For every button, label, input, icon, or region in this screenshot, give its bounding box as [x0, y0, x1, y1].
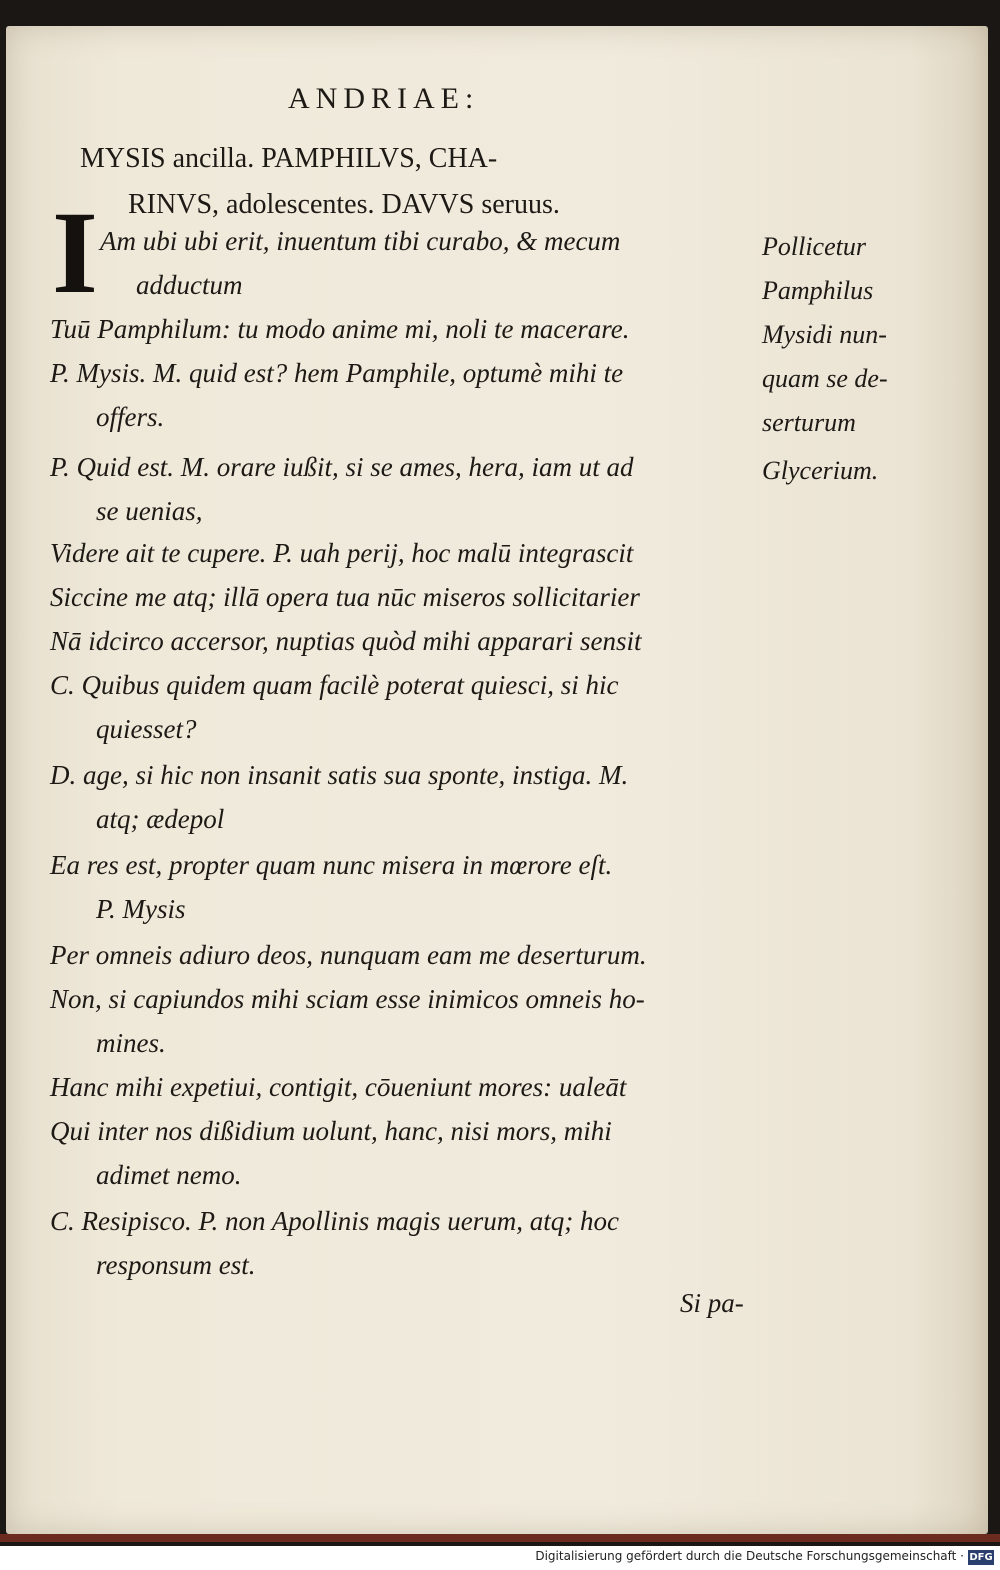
verse-line: Per omneis adiuro deos, nunquam eam me deserturum. — [50, 940, 647, 970]
verse-line: responsum est. — [96, 1250, 256, 1280]
verse-line: Qui inter nos dißidium uolunt, hanc, nisi mors, mihi — [50, 1116, 612, 1146]
verse-line: adductum — [136, 270, 243, 300]
running-head: ANDRIAE: — [288, 82, 480, 115]
footer-credit: Digitalisierung gefördert durch die Deutsche Forschungsgemeinschaft · — [535, 1549, 964, 1563]
dramatis-personae — [80, 136, 780, 228]
verse-line: Am ubi ubi erit, inuentum tibi curabo, & mecum — [100, 226, 621, 256]
persons-line-2: RINVS, adolescentes. DAVVS seruus. — [128, 189, 560, 220]
verse-line: Non, si capiundos mihi sciam esse inimicos omneis ho- — [50, 984, 645, 1014]
drop-cap: I — [52, 187, 98, 318]
verse-line: D. age, si hic non insanit satis sua sponte, instiga. M. — [50, 760, 629, 790]
margin-note: Mysidi nun- — [762, 320, 887, 349]
verse-line: Videre ait te cupere. P. uah perij, hoc malū integrascit — [50, 538, 634, 568]
page-edge — [0, 1534, 1000, 1542]
verse-line: Siccine me atq; illā opera tua nūc miseros sollicitarier — [50, 582, 640, 612]
footer-bar — [0, 1546, 1000, 1570]
verse-line: P. Mysis. M. quid est? hem Pamphile, optumè mihi te — [50, 358, 624, 388]
verse-line: atq; ædepol — [96, 804, 225, 834]
verse-line: Hanc mihi expetiui, contigit, cōueniunt mores: ualeāt — [50, 1072, 627, 1102]
verse-line: offers. — [96, 402, 165, 432]
persons-line-1: MYSIS ancilla. PAMPHILVS, CHA- — [80, 143, 498, 174]
verse-line: P. Quid est. M. orare iußit, si se ames, hera, iam ut ad — [50, 452, 634, 482]
margin-note: Pollicetur — [762, 232, 866, 261]
verse-line: P. Mysis — [96, 894, 186, 924]
verse-line: Nā idcirco accersor, nuptias quòd mihi apparari sensit — [50, 626, 642, 656]
verse-line: Tuū Pamphilum: tu modo anime mi, noli te macerare. — [50, 314, 630, 344]
margin-note: Pamphilus — [762, 276, 874, 305]
margin-note: Glycerium. — [762, 456, 879, 485]
verse-line: mines. — [96, 1028, 166, 1058]
verse-line: C. Resipisco. P. non Apollinis magis uerum, atq; hoc — [50, 1206, 619, 1236]
verse-line: C. Quibus quidem quam facilè poterat quiesci, si hic — [50, 670, 619, 700]
margin-note: serturum — [762, 408, 856, 437]
catchword: Si pa- — [680, 1288, 744, 1318]
verse-line: se uenias, — [96, 496, 203, 526]
verse-line: adimet nemo. — [96, 1160, 242, 1190]
verse-line: quiesset? — [96, 714, 197, 744]
dfg-logo-icon: DFG — [969, 1552, 993, 1563]
verse-line: Ea res est, propter quam nunc misera in mœrore eſt. — [50, 850, 613, 880]
margin-note: quam se de- — [762, 364, 888, 393]
